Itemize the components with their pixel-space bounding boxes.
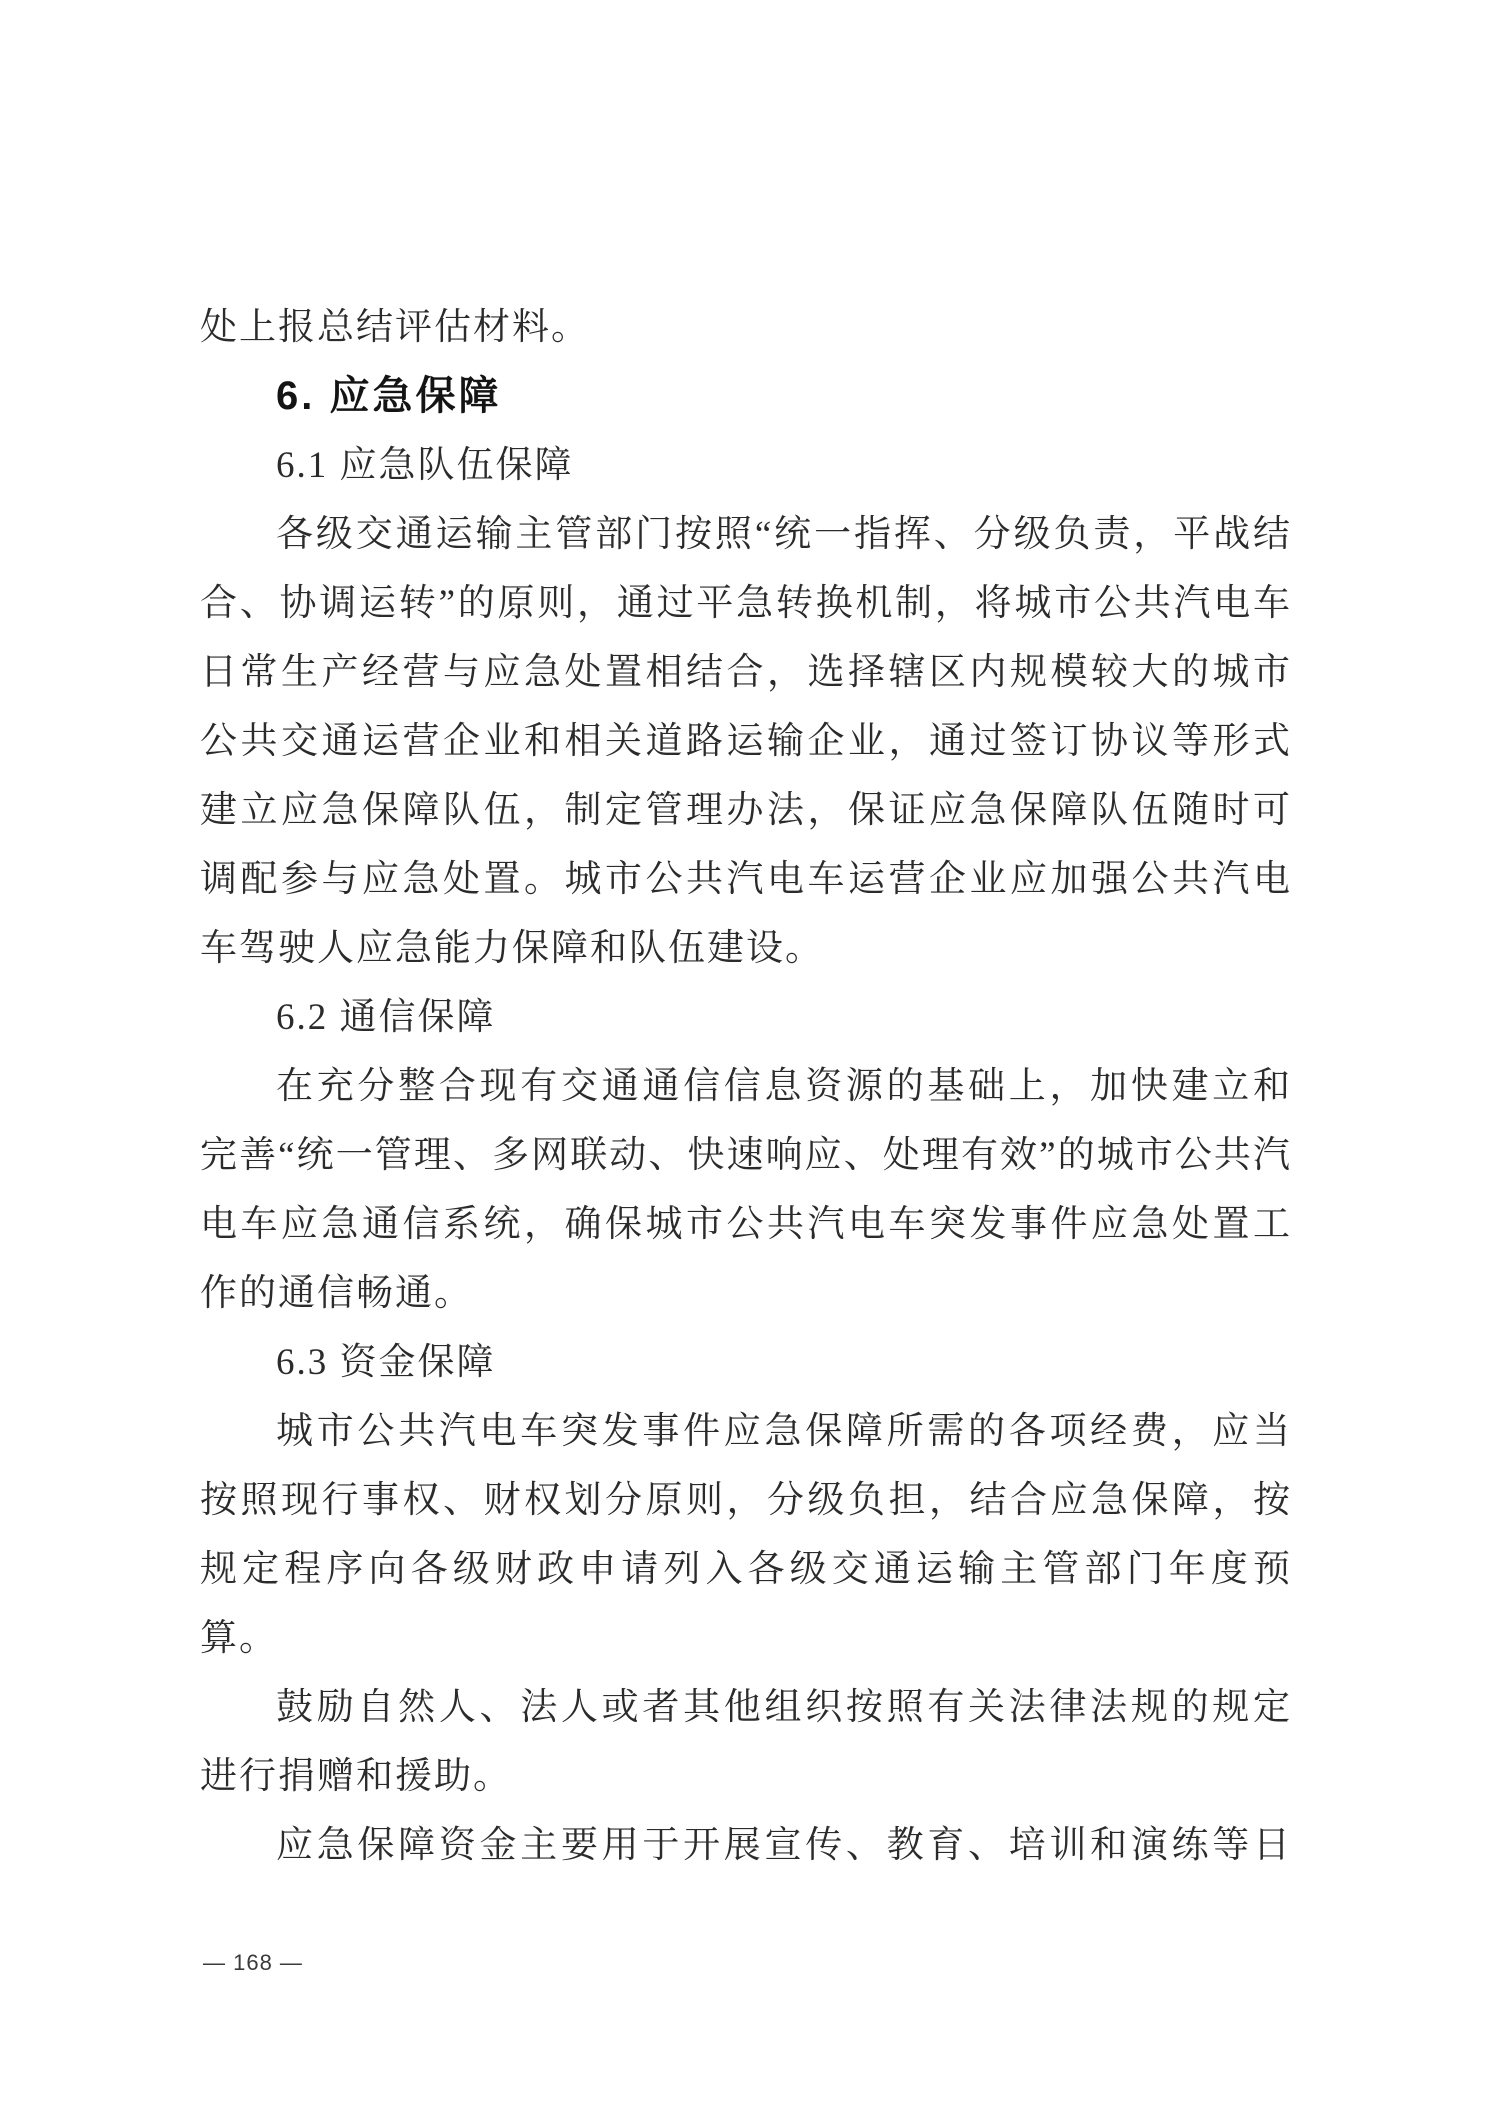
text-line: 鼓励自然人、法人或者其他组织按照有关法律法规的规定 (276, 1687, 1290, 1728)
text-line: 合、协调运转”的原则，通过平急转换机制，将城市公共汽电车 (200, 583, 1290, 624)
text-line: 调配参与应急处置。城市公共汽电车运营企业应加强公共汽电 (200, 859, 1290, 900)
text-line: 完善“统一管理、多网联动、快速响应、处理有效”的城市公共汽 (200, 1135, 1290, 1176)
subsection-heading: 6.1 应急队伍保障 (276, 445, 574, 486)
text-line: 各级交通运输主管部门按照“统一指挥、分级负责，平战结 (276, 514, 1290, 555)
text-line: 应急保障资金主要用于开展宣传、教育、培训和演练等日 (276, 1825, 1290, 1866)
text-line: 电车应急通信系统，确保城市公共汽电车突发事件应急处置工 (200, 1204, 1290, 1245)
text-line: 在充分整合现有交通通信信息资源的基础上，加快建立和 (276, 1066, 1290, 1107)
subsection-heading: 6.2 通信保障 (276, 997, 496, 1038)
subsection-heading: 6.3 资金保障 (276, 1342, 496, 1383)
text-line: 按照现行事权、财权划分原则，分级负担，结合应急保障，按 (200, 1480, 1290, 1521)
text-line: 建立应急保障队伍，制定管理办法，保证应急保障队伍随时可 (200, 790, 1290, 831)
text-line: 处上报总结评估材料。 (200, 307, 590, 348)
text-line: 公共交通运营企业和相关道路运输企业，通过签订协议等形式 (200, 721, 1290, 762)
page-number: — 168 — (203, 1950, 303, 1975)
text-line: 车驾驶人应急能力保障和队伍建设。 (200, 928, 824, 969)
text-line: 规定程序向各级财政申请列入各级交通运输主管部门年度预 (200, 1549, 1290, 1590)
document-content (200, 293, 1290, 1880)
text-line: 算。 (200, 1618, 278, 1659)
section-heading: 6. 应急保障 (276, 374, 502, 418)
text-line: 日常生产经营与应急处置相结合，选择辖区内规模较大的城市 (200, 652, 1290, 693)
text-line: 城市公共汽电车突发事件应急保障所需的各项经费，应当 (276, 1411, 1290, 1452)
text-line: 进行捐赠和援助。 (200, 1756, 512, 1797)
text-line: 作的通信畅通。 (200, 1273, 473, 1314)
